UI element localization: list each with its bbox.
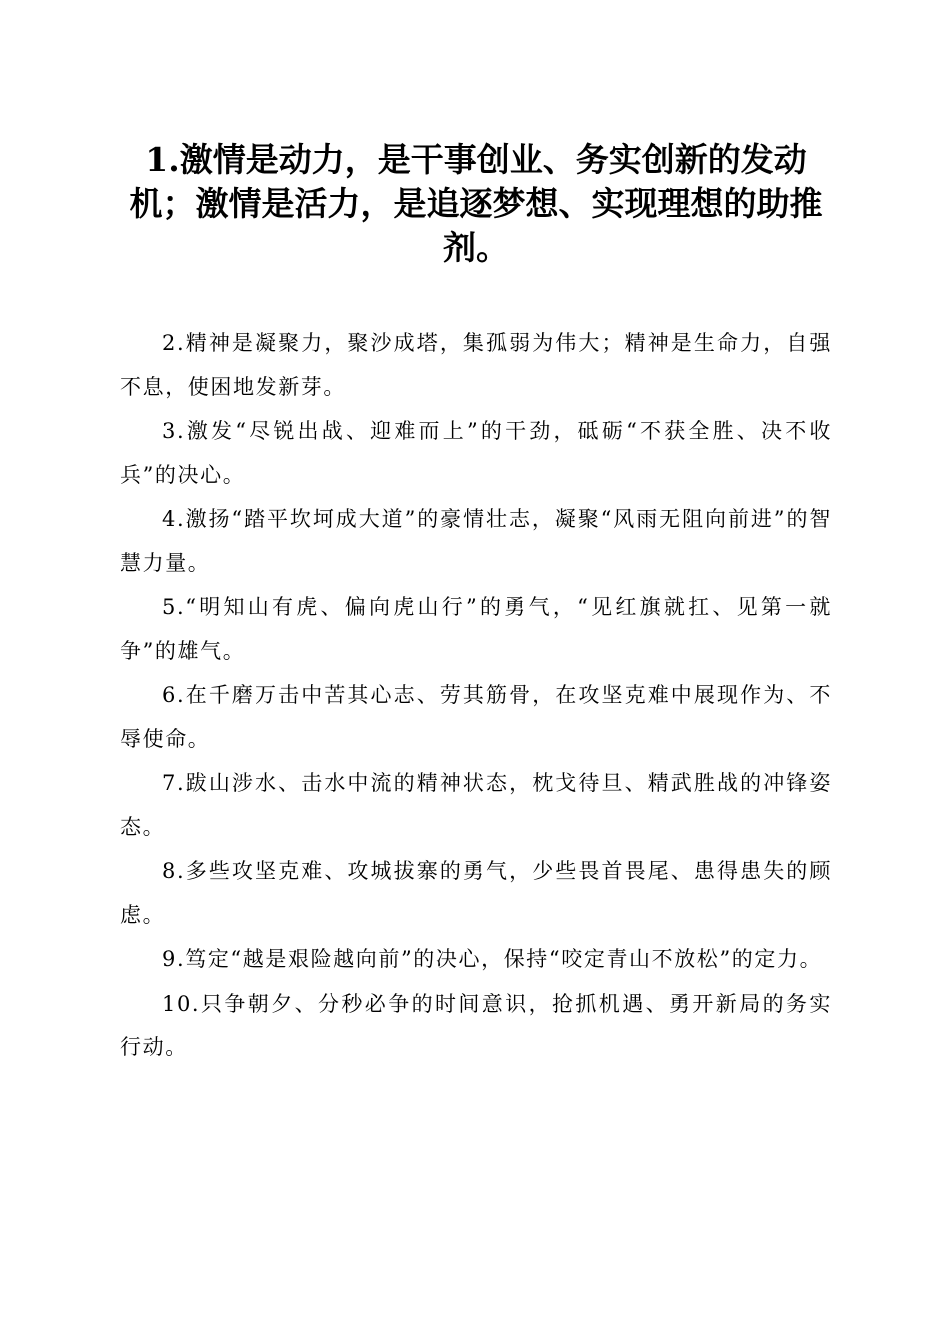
paragraph-9: 9.笃定“越是艰险越向前”的决心，保持“咬定青山不放松”的定力。 bbox=[162, 947, 823, 971]
paragraph-3: 3.激发“尽锐出战、迎难而上”的干劲，砥砺“不获全胜、决不收兵”的决心。 bbox=[120, 419, 832, 487]
paragraph-7: 7.跋山涉水、击水中流的精神状态，枕戈待旦、精武胜战的冲锋姿态。 bbox=[120, 771, 832, 839]
paragraph-8: 8.多些攻坚克难、攻城拔寨的勇气，少些畏首畏尾、患得患失的顾虑。 bbox=[120, 859, 832, 927]
paragraph-2: 2.精神是凝聚力，聚沙成塔，集孤弱为伟大；精神是生命力，自强不息，使困地发新芽。 bbox=[120, 331, 832, 399]
document-body bbox=[120, 322, 832, 1070]
paragraph-5: 5.“明知山有虎、偏向虎山行”的勇气，“见红旗就扛、见第一就争”的雄气。 bbox=[120, 595, 832, 663]
document-title: 1.激情是动力，是干事创业、务实创新的发动机；激情是活力，是追逐梦想、实现理想的助推剂。 bbox=[129, 140, 823, 267]
document-page bbox=[120, 138, 832, 1071]
paragraph-4: 4.激扬“踏平坎坷成大道”的豪情壮志，凝聚“风雨无阻向前进”的智慧力量。 bbox=[120, 507, 832, 575]
paragraph-6: 6.在千磨万击中苦其心志、劳其筋骨，在攻坚克难中展现作为、不辱使命。 bbox=[120, 683, 832, 751]
paragraph-10: 10.只争朝夕、分秒必争的时间意识，抢抓机遇、勇开新局的务实行动。 bbox=[120, 991, 832, 1059]
